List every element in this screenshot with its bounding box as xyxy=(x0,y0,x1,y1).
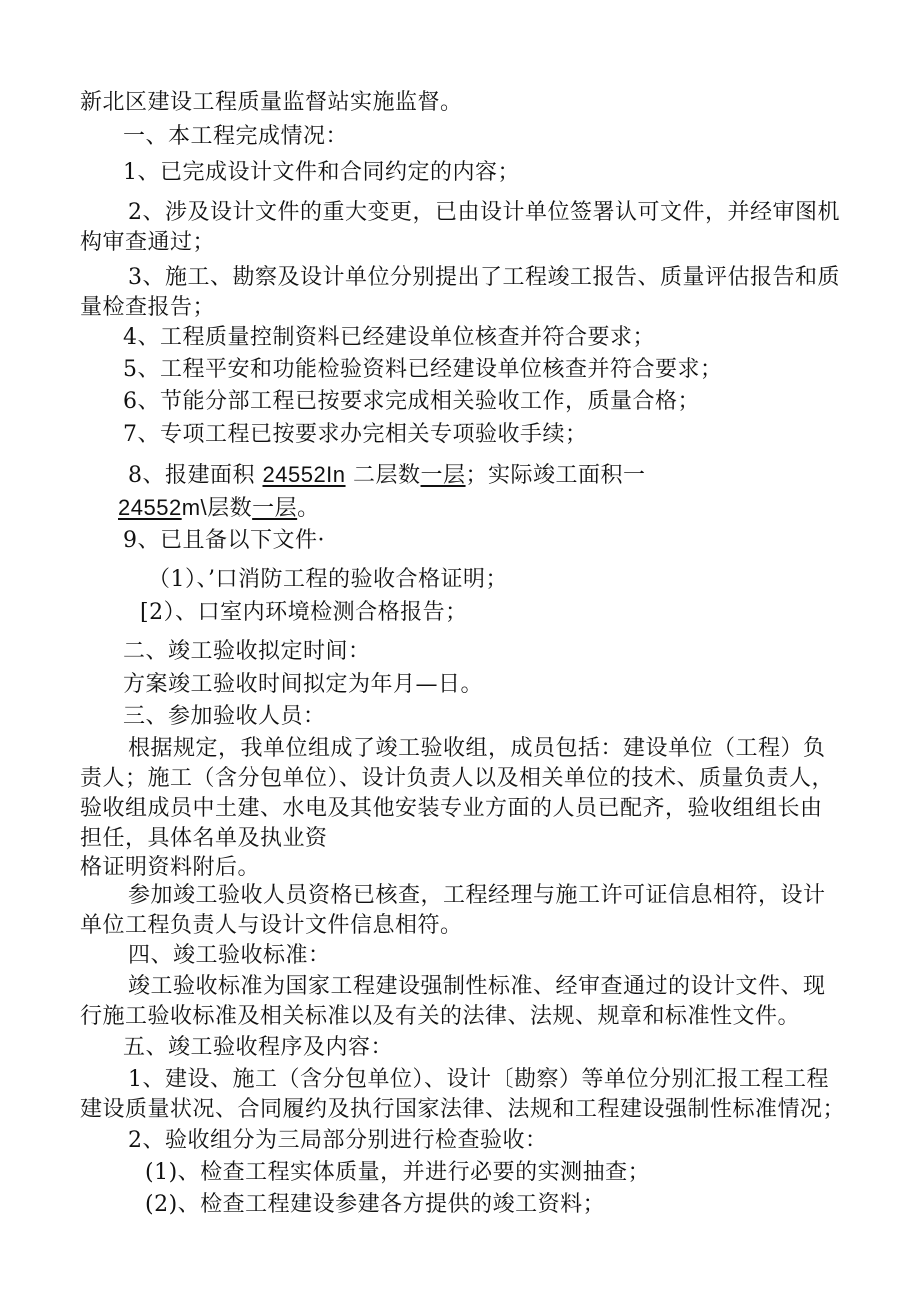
section-5-sub-2: (2)、检查工程建设参建各方提供的竣工资料； xyxy=(145,1192,606,1217)
section-5-item-1: 1、建设、施工（含分包单位）、设计〔勘察）等单位分别汇报工程工程 xyxy=(128,1067,829,1092)
list-item-2: 2、涉及设计文件的重大变更，已由设计单位签署认可文件，并经审图机 xyxy=(128,200,840,225)
actual-floors: 一层 xyxy=(252,496,298,521)
section-4-para: 竣工验收标准为国家工程建设强制性标准、经审查通过的设计文件、现 xyxy=(128,974,826,999)
list-item-5: 5、工程平安和功能检验资料已经建设单位核查并符合要求； xyxy=(123,357,723,382)
section-3-para-1-cont-2: 验收组成员中土建、水电及其他安装专业方面的人员已配齐，验收组组长由 xyxy=(80,796,823,821)
list-item-9: 9、已且备以下文件· xyxy=(123,528,325,553)
list-item-3: 3、施工、勘察及设计单位分别提出了工程竣工报告、质量评估报告和质 xyxy=(128,265,840,290)
list-item-6: 6、节能分部工程已按要求完成相关验收工作，质量合格； xyxy=(123,389,700,414)
item-8-mid: 二层数 xyxy=(345,463,421,488)
section-3-para-1-cont-4: 格证明资料附后。 xyxy=(80,855,261,880)
section-3-para-2-cont: 单位工程负责人与设计文件信息相符。 xyxy=(80,913,463,938)
section-5-sub-1: (1)、检查工程实体质量，并进行必要的实测抽查； xyxy=(145,1160,651,1185)
item-8-unit: m\层数 xyxy=(181,495,253,520)
list-item-1: 1、已完成设计文件和合同约定的内容； xyxy=(123,160,520,185)
reported-floors: 一层 xyxy=(420,463,466,488)
list-item-8 xyxy=(128,461,646,490)
list-item-7: 7、专项工程已按要求办完相关专项验收手续； xyxy=(123,422,588,447)
item-8-end: 。 xyxy=(297,496,320,521)
section-heading-2: 二、竣工验收拟定时间： xyxy=(123,639,371,664)
list-item-3-cont: 量检查报告； xyxy=(80,295,216,320)
list-item-8-cont xyxy=(118,494,320,523)
section-3-para-1: 根据规定，我单位组成了竣工验收组，成员包括：建设单位（工程）负 xyxy=(128,736,826,761)
section-heading-3: 三、参加验收人员： xyxy=(123,704,326,729)
section-heading-4: 四、竣工验收标准： xyxy=(128,943,331,968)
section-4-para-cont: 行施工验收标准及相关标准以及有关的法律、法规、规章和标准性文件。 xyxy=(80,1004,801,1029)
section-2-text: 方案竣工验收时间拟定为年月—日。 xyxy=(123,672,484,697)
item-8-suffix: ；实际竣工面积一 xyxy=(465,463,646,488)
section-heading-1: 一、本工程完成情况： xyxy=(123,124,349,149)
text-line-continuation: 新北区建设工程质量监督站实施监督。 xyxy=(80,90,463,115)
section-5-item-2: 2、验收组分为三局部分别进行检查验收： xyxy=(128,1128,548,1153)
item-8-prefix: 8、报建面积 xyxy=(128,463,263,488)
section-heading-5: 五、竣工验收程序及内容： xyxy=(123,1035,394,1060)
list-item-2-cont: 构审查通过； xyxy=(80,230,216,255)
section-5-item-1-cont: 建设质量状况、合同履约及执行国家法律、法规和工程建设强制性标准情况； xyxy=(80,1097,846,1122)
list-item-4: 4、工程质量控制资料已经建设单位核查并符合要求； xyxy=(123,325,655,350)
actual-area: 24552 xyxy=(118,495,182,520)
reported-area: 24552In xyxy=(262,462,346,487)
section-3-para-1-cont-3: 担任，具体名单及执业资 xyxy=(80,826,328,851)
section-3-para-1-cont-1: 责人；施工（含分包单位）、设计负责人以及相关单位的技术、质量负责人， xyxy=(80,766,835,791)
sub-item-2: [2）、口室内环境检测合格报告； xyxy=(140,600,468,625)
section-3-para-2: 参加竣工验收人员资格已核查，工程经理与施工许可证信息相符，设计 xyxy=(128,883,826,908)
sub-item-1: （1）、’口消防工程的验收合格证明； xyxy=(148,567,508,592)
